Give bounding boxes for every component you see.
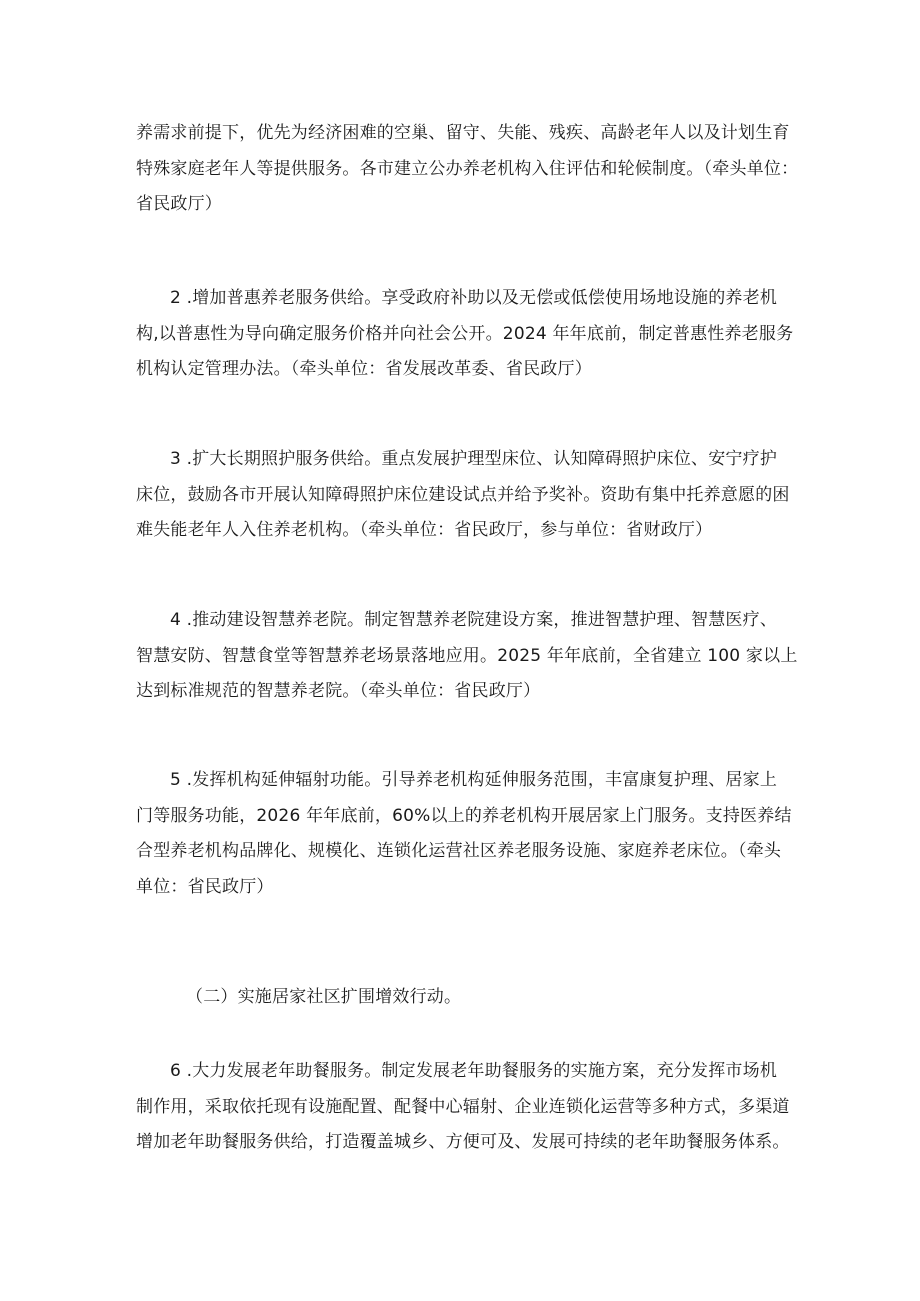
paragraph-item-4	[136, 603, 796, 710]
text-line: 单位：省民政厅）	[136, 876, 274, 897]
text-line: 4 .推动建设智慧养老院。制定智慧养老院建设方案，推进智慧护理、智慧医疗、	[170, 610, 778, 630]
paragraph-item-5	[136, 763, 796, 905]
paragraph-item-3	[136, 442, 796, 549]
paragraph-item-6	[136, 1054, 796, 1161]
text-line: 养需求前提下，优先为经济困难的空巢、留守、失能、残疾、高龄老年人以及计划生育	[136, 123, 790, 143]
text-line: （二）实施居家社区扩围增效行动。	[186, 987, 462, 1007]
text-line: 达到标准规范的智慧养老院。（牵头单位：省民政厅）	[136, 681, 541, 701]
text-line: 床位，鼓励各市开展认知障碍照护床位建设试点并给予奖补。资助有集中托养意愿的困	[136, 484, 790, 505]
text-line: 门等服务功能，2026 年年底前，60%以上的养老机构开展居家上门服务。支持医养结	[136, 805, 792, 826]
text-line: 特殊家庭老年人等提供服务。各市建立公办养老机构入住评估和轮候制度。（牵头单位：	[136, 158, 799, 179]
text-line: 制作用，采取依托现有设施配置、配餐中心辐射、企业连锁化运营等多种方式，多渠道	[136, 1096, 790, 1117]
paragraph-item-2	[136, 281, 796, 388]
section-heading	[136, 980, 796, 1016]
text-line: 机构认定管理办法。（牵头单位：省发展改革委、省民政厅）	[136, 359, 592, 379]
text-line: 省民政厅）	[136, 194, 222, 214]
text-line: 难失能老年人入住养老机构。（牵头单位：省民政厅，参与单位：省财政厅）	[136, 520, 713, 540]
text-line: 6 .大力发展老年助餐服务。制定发展老年助餐服务的实施方案，充分发挥市场机	[170, 1061, 778, 1081]
text-line: 合型养老机构品牌化、规模化、连锁化运营社区养老服务设施、家庭养老床位。（牵头	[136, 841, 782, 861]
paragraph-continuation	[136, 116, 799, 223]
text-line: 2 .增加普惠养老服务供给。享受政府补助以及无偿或低偿使用场地设施的养老机	[170, 288, 778, 308]
text-line: 增加老年助餐服务供给，打造覆盖城乡、方便可及、发展可持续的老年助餐服务体系。	[136, 1132, 790, 1152]
text-line: 智慧安防、智慧食堂等智慧养老场景落地应用。2025 年年底前，全省建立 100 家以上	[136, 645, 798, 666]
text-line: 5 .发挥机构延伸辐射功能。引导养老机构延伸服务范围，丰富康复护理、居家上	[170, 770, 778, 790]
text-line: 3 .扩大长期照护服务供给。重点发展护理型床位、认知障碍照护床位、安宁疗护	[170, 449, 778, 469]
text-line: 构,以普惠性为导向确定服务价格并向社会公开。2024 年年底前，制定普惠性养老服务	[136, 323, 794, 344]
